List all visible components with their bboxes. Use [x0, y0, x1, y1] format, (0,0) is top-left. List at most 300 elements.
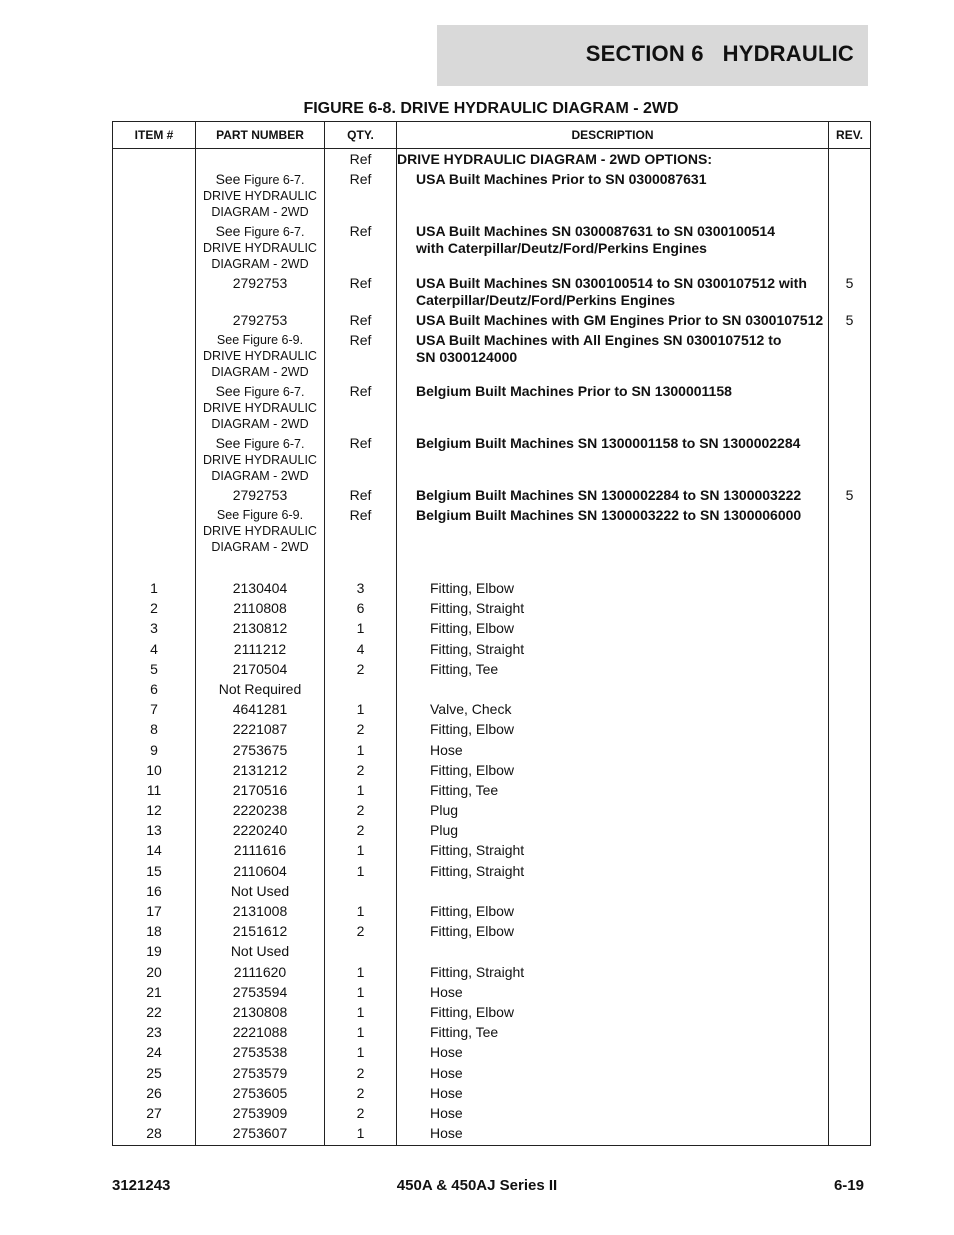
description-cell — [397, 578, 829, 598]
part-number-cell — [196, 435, 325, 487]
part-number-cell — [196, 507, 325, 558]
description-text: USA Built Machines with All Engines SN 0300107512 to SN 0300124000 — [416, 332, 782, 365]
part-number-cell: 2753909 — [196, 1103, 325, 1123]
part-number-cell: 2753538 — [196, 1042, 325, 1062]
table-row — [113, 982, 871, 1002]
part-ref-line: DIAGRAM - 2WD — [211, 205, 309, 219]
part-number-cell: 2753675 — [196, 740, 325, 760]
part-ref-figure: Figure 6-7. — [243, 173, 305, 187]
description-text: Hose — [430, 1064, 463, 1081]
rev-cell — [829, 1022, 871, 1042]
rev-cell — [829, 598, 871, 618]
description-cell — [397, 598, 829, 618]
item-cell — [113, 171, 196, 223]
item-cell — [113, 383, 196, 435]
description-cell — [397, 901, 829, 921]
rev-cell — [829, 679, 871, 699]
qty-cell — [325, 881, 397, 901]
description-cell — [397, 312, 829, 332]
part-number-cell: 2753607 — [196, 1123, 325, 1146]
item-cell: 21 — [113, 982, 196, 1002]
table-row — [113, 618, 871, 638]
item-cell: 20 — [113, 962, 196, 982]
part-number-cell — [196, 332, 325, 383]
rev-cell — [829, 1123, 871, 1146]
part-ref-line — [196, 435, 324, 452]
table-row — [113, 760, 871, 780]
part-number-cell: 2111616 — [196, 840, 325, 860]
item-cell — [113, 312, 196, 332]
option-row — [113, 435, 871, 487]
description-text: DRIVE HYDRAULIC DIAGRAM - 2WD OPTIONS: — [397, 151, 712, 167]
option-row — [113, 507, 871, 558]
qty-cell: 2 — [325, 800, 397, 820]
item-cell: 15 — [113, 861, 196, 881]
col-header-qty: QTY. — [325, 122, 397, 149]
rev-cell — [829, 149, 871, 172]
part-number-cell: 2111212 — [196, 639, 325, 659]
spacer-cell — [829, 558, 871, 578]
rev-cell: 5 — [829, 312, 871, 332]
rev-cell — [829, 881, 871, 901]
col-header-description: DESCRIPTION — [397, 122, 829, 149]
part-ref-figure: Figure 6-7. — [243, 225, 305, 239]
qty-cell: 1 — [325, 699, 397, 719]
qty-cell — [325, 941, 397, 961]
description-cell — [397, 881, 829, 901]
part-number-cell — [196, 312, 325, 332]
qty-cell: 1 — [325, 1123, 397, 1146]
figure-title: FIGURE 6-8. DRIVE HYDRAULIC DIAGRAM - 2WD — [303, 100, 679, 117]
part-ref-line — [196, 383, 324, 400]
description-cell — [397, 861, 829, 881]
description-cell — [397, 275, 829, 312]
option-row — [113, 487, 871, 507]
item-cell: 11 — [113, 780, 196, 800]
spacer-cell — [113, 558, 196, 578]
qty-cell: Ref — [325, 383, 397, 435]
part-ref-line — [196, 223, 324, 240]
qty-cell: Ref — [325, 223, 397, 275]
table-row — [113, 699, 871, 719]
rev-cell — [829, 901, 871, 921]
part-number-cell — [196, 149, 325, 172]
section-header — [437, 25, 868, 86]
table-row — [113, 840, 871, 860]
part-number-cell: 2110808 — [196, 598, 325, 618]
qty-cell: 4 — [325, 639, 397, 659]
description-text: Fitting, Elbow — [430, 721, 515, 738]
qty-cell: 2 — [325, 1063, 397, 1083]
option-row — [113, 171, 871, 223]
rev-cell — [829, 383, 871, 435]
part-number-cell: 2130404 — [196, 578, 325, 598]
rev-cell — [829, 921, 871, 941]
part-ref-see: See — [215, 435, 241, 451]
part-number: 2792753 — [232, 275, 288, 291]
description-cell — [397, 941, 829, 961]
description-cell — [397, 223, 829, 275]
col-header-part-number: PART NUMBER — [196, 122, 325, 149]
item-cell — [113, 435, 196, 487]
rev-cell — [829, 1103, 871, 1123]
part-number-cell: Not Used — [196, 941, 325, 961]
item-cell — [113, 149, 196, 172]
description-cell — [397, 719, 829, 739]
rev-cell — [829, 820, 871, 840]
rev-cell — [829, 171, 871, 223]
part-number-cell: 2131008 — [196, 901, 325, 921]
rev-cell — [829, 223, 871, 275]
rev-cell — [829, 1002, 871, 1022]
item-cell: 8 — [113, 719, 196, 739]
part-ref-figure: Figure 6-7. — [243, 437, 305, 451]
qty-cell: Ref — [325, 275, 397, 312]
part-number: 2792753 — [232, 487, 288, 503]
item-cell: 14 — [113, 840, 196, 860]
table-row — [113, 1123, 871, 1146]
description-cell — [397, 1103, 829, 1123]
table-row — [113, 941, 871, 961]
part-ref-line: DIAGRAM - 2WD — [211, 417, 309, 431]
item-cell: 19 — [113, 941, 196, 961]
qty-cell: 1 — [325, 962, 397, 982]
qty-cell: 2 — [325, 659, 397, 679]
col-header-item: ITEM # — [113, 122, 196, 149]
description-text: Valve, Check — [430, 701, 512, 718]
option-row — [113, 275, 871, 312]
part-number-cell: 2220238 — [196, 800, 325, 820]
description-cell — [397, 1063, 829, 1083]
footer-page-number: 6-19 — [833, 1177, 864, 1194]
part-number-cell: 2221087 — [196, 719, 325, 739]
item-cell: 28 — [113, 1123, 196, 1146]
item-cell — [113, 487, 196, 507]
item-cell — [113, 507, 196, 558]
part-number-cell — [196, 223, 325, 275]
table-row — [113, 679, 871, 699]
description-text: Fitting, Elbow — [430, 620, 515, 637]
description-text: Fitting, Tee — [430, 781, 499, 798]
description-cell — [397, 1123, 829, 1146]
spacer-cell — [196, 558, 325, 578]
part-number-cell: 2753605 — [196, 1083, 325, 1103]
qty-cell: 2 — [325, 760, 397, 780]
spacer-cell — [325, 558, 397, 578]
part-number-cell — [196, 275, 325, 312]
part-ref-line: DRIVE HYDRAULIC — [203, 453, 317, 467]
rev-cell — [829, 719, 871, 739]
part-ref-line: DRIVE HYDRAULIC — [203, 524, 317, 538]
qty-cell: Ref — [325, 435, 397, 487]
description-cell — [397, 1022, 829, 1042]
part-number-cell: 2151612 — [196, 921, 325, 941]
item-cell: 7 — [113, 699, 196, 719]
description-cell — [397, 982, 829, 1002]
qty-cell: 3 — [325, 578, 397, 598]
part-number-cell: 2170516 — [196, 780, 325, 800]
footer-model: 450A & 450AJ Series II — [396, 1177, 558, 1194]
table-row — [113, 881, 871, 901]
item-cell: 25 — [113, 1063, 196, 1083]
item-cell: 18 — [113, 921, 196, 941]
part-number-cell: 2110604 — [196, 861, 325, 881]
description-cell — [397, 383, 829, 435]
item-cell: 3 — [113, 618, 196, 638]
qty-cell: 1 — [325, 982, 397, 1002]
rev-cell — [829, 800, 871, 820]
part-ref-line — [196, 332, 324, 348]
description-text: Hose — [430, 1084, 463, 1101]
qty-cell: Ref — [325, 171, 397, 223]
rev-cell — [829, 982, 871, 1002]
part-number-cell: 4641281 — [196, 699, 325, 719]
part-ref-see: See — [216, 508, 240, 522]
qty-cell: 2 — [325, 719, 397, 739]
qty-cell: 1 — [325, 740, 397, 760]
item-cell: 9 — [113, 740, 196, 760]
table-row — [113, 659, 871, 679]
description-text: Hose — [430, 1044, 463, 1061]
description-text: Fitting, Straight — [430, 963, 525, 980]
rev-cell — [829, 1042, 871, 1062]
item-cell — [113, 275, 196, 312]
description-text: Belgium Built Machines SN 1300002284 to SN 1300003222 — [416, 487, 802, 503]
rev-cell: 5 — [829, 487, 871, 507]
table-row — [113, 1083, 871, 1103]
description-text: Fitting, Elbow — [430, 923, 515, 940]
description-text: Plug — [430, 822, 459, 839]
rev-cell — [829, 740, 871, 760]
description-cell — [397, 699, 829, 719]
rev-cell — [829, 760, 871, 780]
footer-doc-number: 3121243 — [112, 1177, 171, 1194]
description-cell — [397, 149, 829, 172]
table-row — [113, 1063, 871, 1083]
table-row — [113, 639, 871, 659]
part-number-cell: 2220240 — [196, 820, 325, 840]
spacer-cell — [397, 558, 829, 578]
table-row — [113, 921, 871, 941]
description-text: Fitting, Tee — [430, 660, 499, 677]
description-text: Fitting, Straight — [430, 600, 525, 617]
item-cell: 16 — [113, 881, 196, 901]
item-cell: 22 — [113, 1002, 196, 1022]
section-title: SECTION 6 HYDRAULIC — [585, 41, 854, 66]
table-row — [113, 1002, 871, 1022]
part-number-cell — [196, 171, 325, 223]
rev-cell — [829, 435, 871, 487]
part-number-cell — [196, 383, 325, 435]
description-text: Fitting, Elbow — [430, 903, 515, 919]
part-ref-figure: Figure 6-9. — [242, 508, 304, 522]
item-cell: 1 — [113, 578, 196, 598]
description-text: USA Built Machines SN 0300100514 to SN 0300107512 with Caterpillar/Deutz/Ford/Perkins Engines — [416, 275, 807, 308]
option-row — [113, 383, 871, 435]
part-number-cell: Not Used — [196, 881, 325, 901]
item-cell: 17 — [113, 901, 196, 921]
item-cell: 26 — [113, 1083, 196, 1103]
table-row — [113, 962, 871, 982]
description-cell — [397, 760, 829, 780]
option-row — [113, 223, 871, 275]
rev-cell — [829, 578, 871, 598]
description-cell — [397, 618, 829, 638]
description-cell — [397, 332, 829, 383]
description-text: Fitting, Tee — [430, 1024, 499, 1041]
qty-cell: 1 — [325, 1042, 397, 1062]
qty-cell: Ref — [325, 312, 397, 332]
qty-cell: 1 — [325, 861, 397, 881]
description-cell — [397, 962, 829, 982]
description-cell — [397, 507, 829, 558]
rev-cell — [829, 639, 871, 659]
description-cell — [397, 800, 829, 820]
description-text: Hose — [430, 1104, 463, 1121]
rev-cell — [829, 699, 871, 719]
description-cell — [397, 780, 829, 800]
part-ref-line: DRIVE HYDRAULIC — [203, 349, 317, 363]
item-cell: 24 — [113, 1042, 196, 1062]
part-ref-line: DRIVE HYDRAULIC — [203, 241, 317, 255]
description-cell — [397, 1002, 829, 1022]
description-cell — [397, 921, 829, 941]
rev-cell — [829, 659, 871, 679]
item-cell: 12 — [113, 800, 196, 820]
part-ref-line: DIAGRAM - 2WD — [211, 540, 309, 554]
col-header-rev: REV. — [829, 122, 871, 149]
part-ref-line: DIAGRAM - 2WD — [211, 365, 309, 379]
description-text: USA Built Machines Prior to SN 0300087631 — [416, 171, 707, 187]
part-ref-line: DRIVE HYDRAULIC — [203, 189, 317, 203]
item-cell: 2 — [113, 598, 196, 618]
rev-cell — [829, 941, 871, 961]
parts-table — [112, 121, 871, 1146]
table-header-row — [113, 122, 871, 149]
description-text: Fitting, Elbow — [430, 761, 515, 778]
description-cell — [397, 435, 829, 487]
qty-cell: 6 — [325, 598, 397, 618]
qty-cell: 1 — [325, 618, 397, 638]
description-cell — [397, 659, 829, 679]
spacer-row — [113, 558, 871, 578]
option-row — [113, 332, 871, 383]
description-cell — [397, 639, 829, 659]
item-cell: 10 — [113, 760, 196, 780]
qty-cell: 1 — [325, 780, 397, 800]
part-ref-figure: Figure 6-9. — [242, 333, 304, 347]
description-cell — [397, 840, 829, 860]
part-number: 2792753 — [232, 312, 288, 328]
table-row — [113, 1022, 871, 1042]
description-cell — [397, 1042, 829, 1062]
description-cell — [397, 487, 829, 507]
rev-cell — [829, 507, 871, 558]
table-body — [113, 149, 871, 1146]
part-number-cell: Not Required — [196, 679, 325, 699]
part-ref-figure: Figure 6-7. — [243, 385, 305, 399]
qty-cell: 1 — [325, 1002, 397, 1022]
part-ref-see: See — [215, 171, 241, 187]
description-text: Hose — [430, 983, 463, 1000]
description-text: Fitting, Straight — [430, 862, 525, 879]
rev-cell — [829, 332, 871, 383]
table-row — [113, 740, 871, 760]
option-row — [113, 312, 871, 332]
table-row — [113, 598, 871, 618]
description-text: USA Built Machines SN 0300087631 to SN 0300100514 with Caterpillar/Deutz/Ford/Perkins Engines — [416, 223, 776, 256]
item-cell: 5 — [113, 659, 196, 679]
qty-cell — [325, 679, 397, 699]
part-ref-line: DRIVE HYDRAULIC — [203, 401, 317, 415]
part-number-cell: 2111620 — [196, 962, 325, 982]
description-cell — [397, 1083, 829, 1103]
description-cell — [397, 740, 829, 760]
description-text: Belgium Built Machines Prior to SN 1300001158 — [416, 383, 732, 399]
table-row — [113, 1103, 871, 1123]
qty-cell: 2 — [325, 1103, 397, 1123]
qty-cell: 1 — [325, 840, 397, 860]
description-cell — [397, 171, 829, 223]
rev-cell — [829, 618, 871, 638]
rev-cell — [829, 1063, 871, 1083]
item-cell: 13 — [113, 820, 196, 840]
table-row — [113, 820, 871, 840]
item-cell: 4 — [113, 639, 196, 659]
part-ref-line — [196, 507, 324, 523]
part-number-cell — [196, 487, 325, 507]
part-number-cell: 2221088 — [196, 1022, 325, 1042]
rev-cell — [829, 780, 871, 800]
option-row — [113, 149, 871, 172]
qty-cell: Ref — [325, 487, 397, 507]
qty-cell: 2 — [325, 820, 397, 840]
part-number-cell: 2131212 — [196, 760, 325, 780]
qty-cell: Ref — [325, 149, 397, 172]
rev-cell — [829, 861, 871, 881]
table-row — [113, 719, 871, 739]
table-row — [113, 800, 871, 820]
table-row — [113, 1042, 871, 1062]
description-text: Plug — [430, 802, 459, 819]
description-text: Fitting, Straight — [430, 640, 525, 657]
rev-cell — [829, 840, 871, 860]
item-cell: 6 — [113, 679, 196, 699]
rev-cell — [829, 1083, 871, 1103]
part-number-cell: 2130808 — [196, 1002, 325, 1022]
part-number-cell: 2753579 — [196, 1063, 325, 1083]
description-cell — [397, 679, 829, 699]
qty-cell: 1 — [325, 1022, 397, 1042]
part-ref-line: DIAGRAM - 2WD — [211, 469, 309, 483]
item-cell: 23 — [113, 1022, 196, 1042]
qty-cell: 2 — [325, 1083, 397, 1103]
description-text: Fitting, Elbow — [430, 580, 515, 596]
part-number-cell: 2753594 — [196, 982, 325, 1002]
description-text: USA Built Machines with GM Engines Prior to SN 0300107512 — [416, 312, 824, 328]
part-ref-see: See — [215, 223, 241, 239]
table-row — [113, 861, 871, 881]
description-text: Hose — [430, 741, 463, 758]
qty-cell: 1 — [325, 901, 397, 921]
table-row — [113, 780, 871, 800]
part-ref-line: DIAGRAM - 2WD — [211, 257, 309, 271]
table-row — [113, 901, 871, 921]
description-text: Belgium Built Machines SN 1300001158 to SN 1300002284 — [416, 435, 801, 451]
qty-cell: Ref — [325, 507, 397, 558]
rev-cell — [829, 962, 871, 982]
description-cell — [397, 820, 829, 840]
